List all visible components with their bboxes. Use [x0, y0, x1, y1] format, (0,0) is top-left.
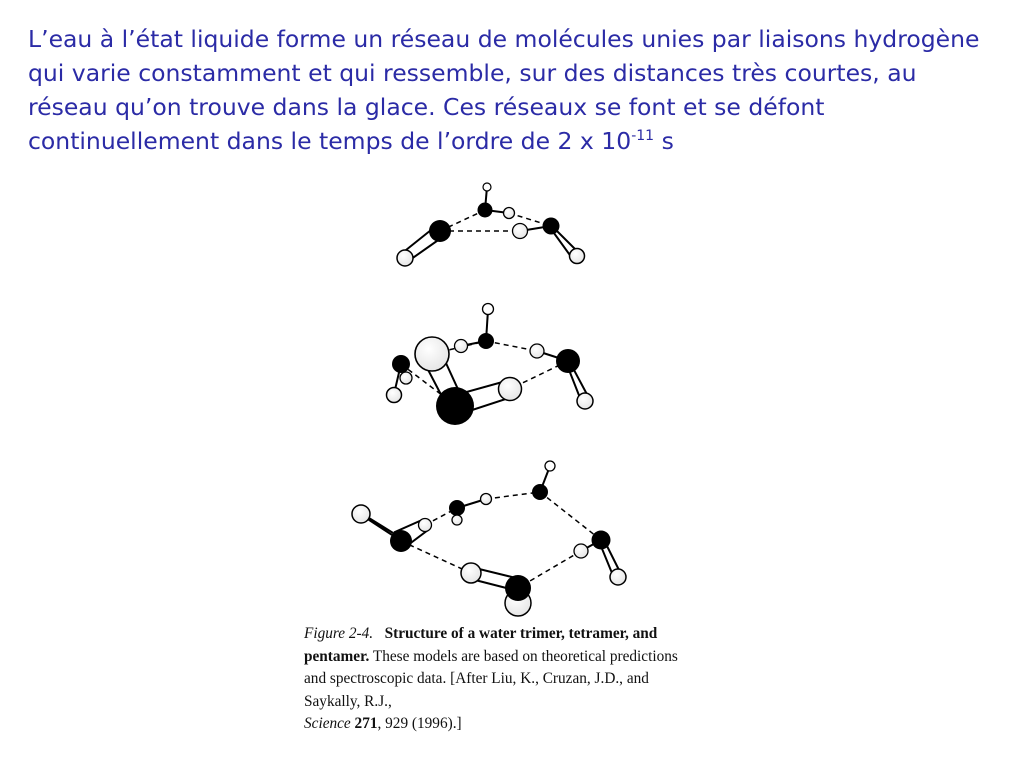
caption-description: These models are based on theoretical predictions and spectroscopic data. [After Liu, K., Cruzan, J.D., and Saykally, R.J., [304, 647, 678, 710]
figure-caption [304, 623, 684, 736]
caption-journal: Science [304, 715, 351, 732]
caption-volume: 271 [354, 715, 378, 732]
caption-title: Structure of a water trimer, tetramer, and pentamer. [304, 625, 658, 665]
paragraph-main-text: L’eau à l’état liquide forme un réseau de molécules unies par liaisons hydrogène qui varie constamment et qui ressemble, sur des distances très courtes, au réseau qu’on trouve dans la glace. Ces réseaux se font et se défont continuellement dans le temps de l’ordre de 2 x 10 [28, 25, 980, 155]
tetramer-model [387, 304, 594, 426]
unit-text: s [654, 127, 674, 155]
trimer-model [397, 183, 585, 266]
caption-pages-year: , 929 (1996).] [377, 715, 462, 732]
pentamer-model [352, 461, 626, 616]
exponent-text: -11 [631, 128, 655, 144]
caption-figure-label: Figure 2-4. [304, 625, 374, 642]
